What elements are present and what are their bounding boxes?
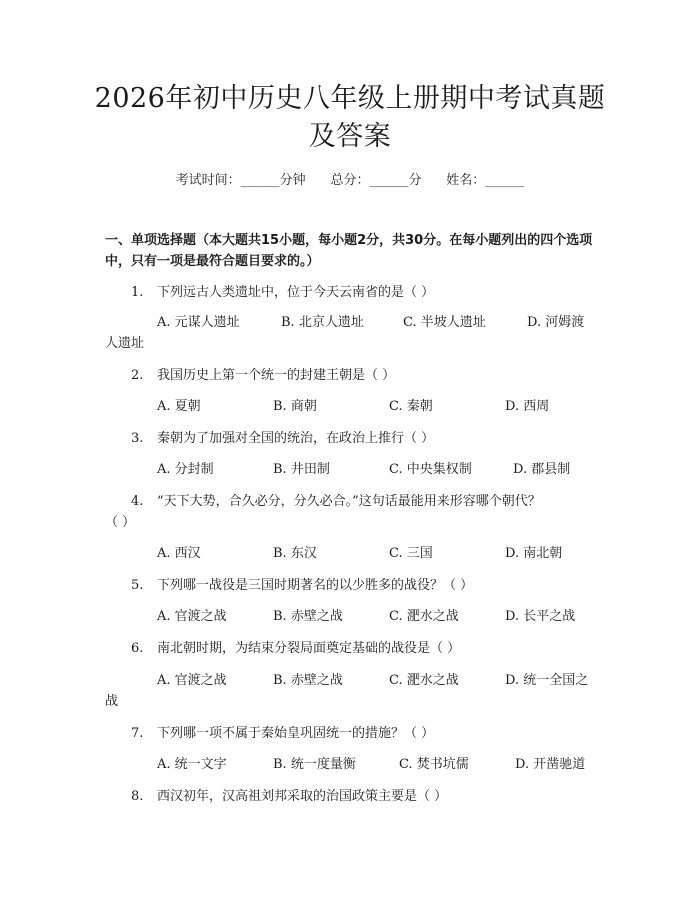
option-b: B. 统一度量衡 [273, 757, 356, 772]
question-stem [105, 365, 601, 386]
question-number: 4. [131, 494, 144, 509]
option-b: B. 东汉 [273, 546, 317, 561]
option-c: C. 秦朝 [389, 399, 433, 414]
name-label: 姓名：______ [446, 173, 525, 188]
question-number: 6. [131, 641, 144, 656]
question-text: 下列远古人类遗址中，位于今天云南省的是（ ） [157, 285, 435, 300]
question-text: 南北朝时期，为结束分裂局面奠定基础的战役是（ ） [157, 641, 461, 656]
total-score-label: 总分：______分 [330, 173, 422, 188]
option-d: D. 南北朝 [505, 546, 563, 561]
question-text: 我国历史上第一个统一的封建王朝是（ ） [157, 368, 396, 383]
question-text: 下列哪一项不属于秦始皇巩固统一的措施？（ ） [157, 726, 435, 741]
question-text: 下列哪一战役是三国时期著名的以少胜多的战役？（ ） [157, 578, 474, 593]
question-stem [105, 786, 601, 807]
question-number: 7. [131, 726, 144, 741]
option-c: C. 淝水之战 [389, 609, 459, 624]
option-row [105, 396, 601, 417]
option-a: A. 官渡之战 [157, 673, 227, 688]
question-stem [105, 491, 601, 533]
question-stem [105, 575, 601, 596]
option-d: D. 统一全国之 [505, 673, 589, 688]
option-a: A. 统一文字 [157, 757, 227, 772]
option-b: B. 商朝 [273, 399, 317, 414]
question-stem [105, 282, 601, 303]
exam-time-label: 考试时间：______分钟 [175, 173, 306, 188]
question-number: 5. [131, 578, 144, 593]
question-stem [105, 638, 601, 659]
option-d: D. 西周 [505, 399, 550, 414]
option-row [105, 606, 601, 627]
question-text: 秦朝为了加强对全国的统治，在政治上推行（ ） [157, 431, 435, 446]
question-text: “天下大势，合久必分，分久必合。”这句话最能用来形容哪个朝代？ [157, 494, 541, 509]
option-a: A. 官渡之战 [157, 609, 227, 624]
question-number: 8. [131, 789, 144, 804]
question-number: 2. [131, 368, 144, 383]
option-c: C. 三国 [389, 546, 433, 561]
option-row [105, 670, 601, 712]
option-c: C. 中央集权制 [389, 462, 472, 477]
option-d: D. 长平之战 [505, 609, 576, 624]
option-b: B. 井田制 [273, 462, 330, 477]
option-wrap-text: 战 [105, 694, 119, 709]
option-wrap-text: 人遗址 [105, 336, 145, 351]
exam-info-line [0, 169, 700, 188]
option-b: B. 北京人遗址 [281, 315, 364, 330]
question-stem [105, 428, 601, 449]
option-d: D. 开凿驰道 [515, 757, 586, 772]
option-c: C. 焚书坑儒 [399, 757, 469, 772]
option-d: D. 郡县制 [513, 462, 571, 477]
option-d: D. 河姆渡 [527, 315, 585, 330]
question-text: 西汉初年，汉高祖刘邦采取的治国政策主要是（ ） [157, 789, 448, 804]
page-title: 2026年初中历史八年级上册期中考试真题及答案 [94, 83, 606, 152]
option-row [105, 312, 601, 354]
question-text-wrap: （ ） [105, 515, 136, 530]
option-b: B. 赤壁之战 [273, 609, 343, 624]
option-row [105, 543, 601, 564]
option-a: A. 夏朝 [157, 399, 201, 414]
option-a: A. 元谋人遗址 [157, 315, 240, 330]
question-number: 1. [131, 285, 144, 300]
option-c: C. 淝水之战 [389, 673, 459, 688]
option-a: A. 西汉 [157, 546, 201, 561]
question-number: 3. [131, 431, 144, 446]
option-row [105, 754, 601, 775]
section-heading: 一、单项选择题（本大题共15小题，每小题2分，共30分。在每小题列出的四个选项中，只有一项是最符合题目要求的。） [105, 233, 593, 269]
option-a: A. 分封制 [157, 462, 214, 477]
option-c: C. 半坡人遗址 [403, 315, 486, 330]
option-row [105, 459, 601, 480]
question-stem [105, 723, 601, 744]
option-b: B. 赤壁之战 [273, 673, 343, 688]
